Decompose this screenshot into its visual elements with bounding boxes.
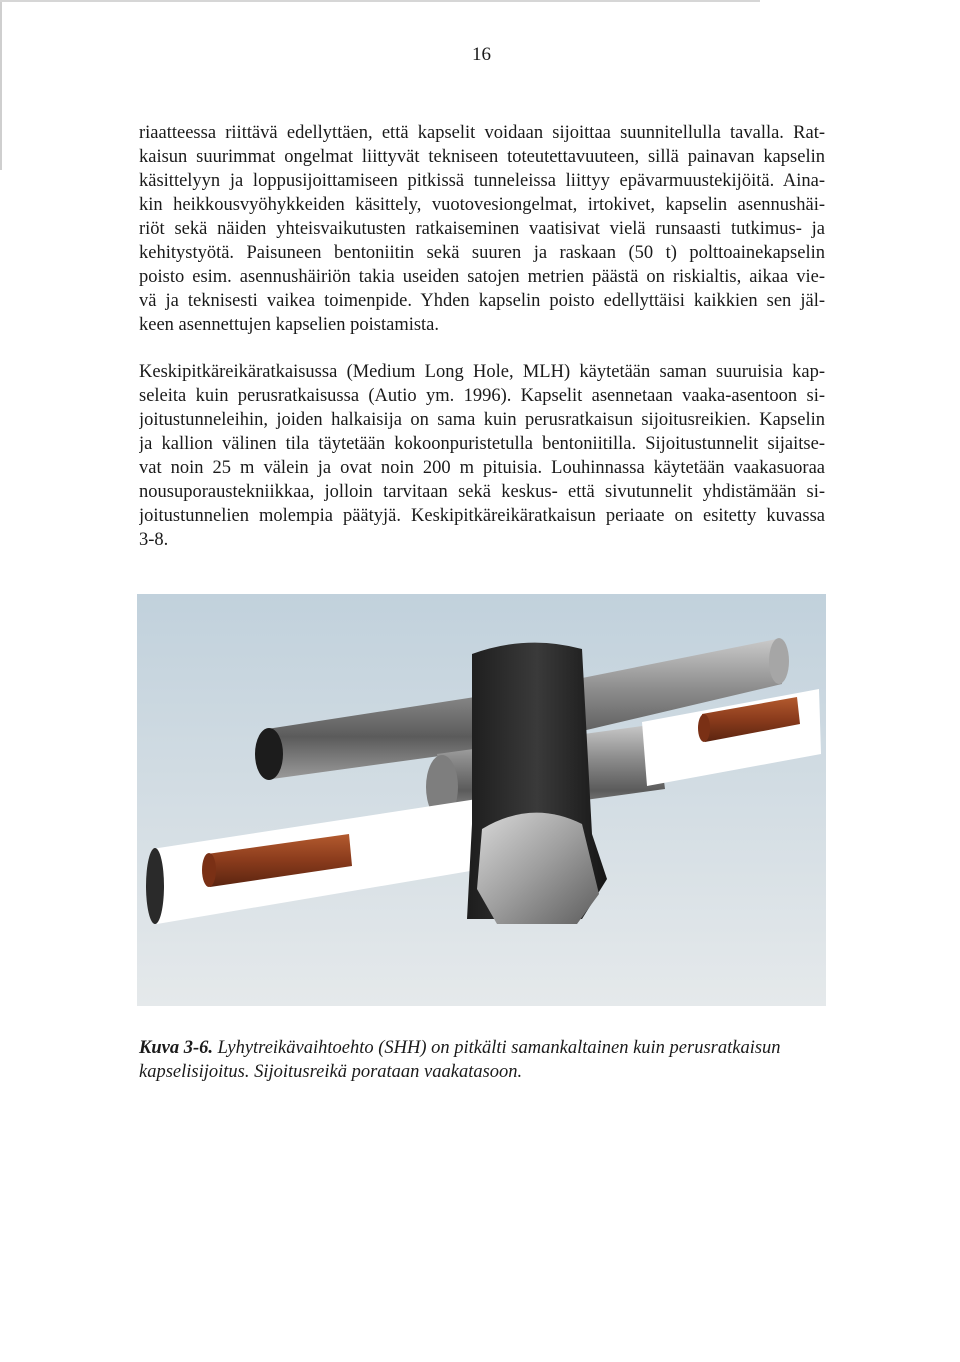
caption-text: Lyhytreikävaihtoehto (SHH) on pitkälti samankaltainen kuin perusratkaisun xyxy=(213,1038,781,1058)
text-line: 3-8. xyxy=(139,530,169,550)
caption-text-2: kapselisijoitus. Sijoitusreikä porataan vaakatasoon. xyxy=(139,1062,523,1082)
scan-edge-top xyxy=(0,0,760,2)
text-line: joitustunnelien molempia päätyjä. Keskipitkäreikäratkaisun periaate on esitetty kuvassa xyxy=(139,506,825,526)
text-line: vä ja teknisesti vaikea toimenpide. Yhden kapselin poisto edellyttäisi kaikkien sen jäl- xyxy=(139,291,825,311)
text-line: nousuporaustekniikkaa, jolloin tarvitaan sekä keskus- että sivutunnelit yhdistämään si- xyxy=(139,482,825,502)
text-line: kehitystyötä. Paisuneen bentoniitin sekä suuren ja raskaan (50 t) polttoainekapselin xyxy=(139,243,825,263)
figure-caption xyxy=(139,1036,839,1084)
caption-label: Kuva 3-6. xyxy=(139,1038,213,1058)
scan-edge xyxy=(0,0,2,170)
text-line: poisto esim. asennushäiriön takia useiden satojen metrien päästä on riskialtis, aikaa vie- xyxy=(139,267,825,287)
text-line: ja kallion välinen tila täytetään kokoonpuristetulla bentoniitilla. Sijoitustunnelit sijaitse- xyxy=(139,434,825,454)
body-paragraph-2 xyxy=(139,360,825,552)
text-line: kin heikkousvyöhykkeiden käsittely, vuotovesiongelmat, irtokivet, kapselin asennushäi- xyxy=(139,195,825,215)
text-line: kaisun suurimmat ongelmat liittyvät tekniseen toteutettavuuteen, sillä painavan kapselin xyxy=(139,147,825,167)
tunnel-illustration xyxy=(137,594,826,1006)
text-line: Keskipitkäreikäratkaisussa (Medium Long Hole, MLH) käytetään saman suuruisia kap- xyxy=(139,362,825,382)
text-line: riaatteessa riittävä edellyttäen, että kapselit voidaan sijoittaa suunnitellulla tavalla. Rat- xyxy=(139,123,825,143)
page-number: 16 xyxy=(472,44,491,65)
text-line: vat noin 25 m välein ja ovat noin 200 m pituisia. Louhinnassa käytetään vaakasuoraa xyxy=(139,458,825,478)
text-line: seleita kuin perusratkaisussa (Autio ym. 1996). Kapselit asennetaan vaaka-asentoon si- xyxy=(139,386,825,406)
body-paragraph-1 xyxy=(139,121,825,337)
text-line: joitustunneleihin, joiden halkaisija on sama kuin perusratkaisun sijoitusreikien. Kapselin xyxy=(139,410,825,430)
text-line: keen asennettujen kapselien poistamista. xyxy=(139,315,440,335)
text-line: käsittelyyn ja loppusijoittamiseen pitkissä tunneleissa liittyy epävarmuustekijöitä. Aina- xyxy=(139,171,825,191)
text-line: riöt sekä näiden yhteisvaikutusten ratkaiseminen vaatisivat vielä runsaasti tutkimus- ja xyxy=(139,219,825,239)
